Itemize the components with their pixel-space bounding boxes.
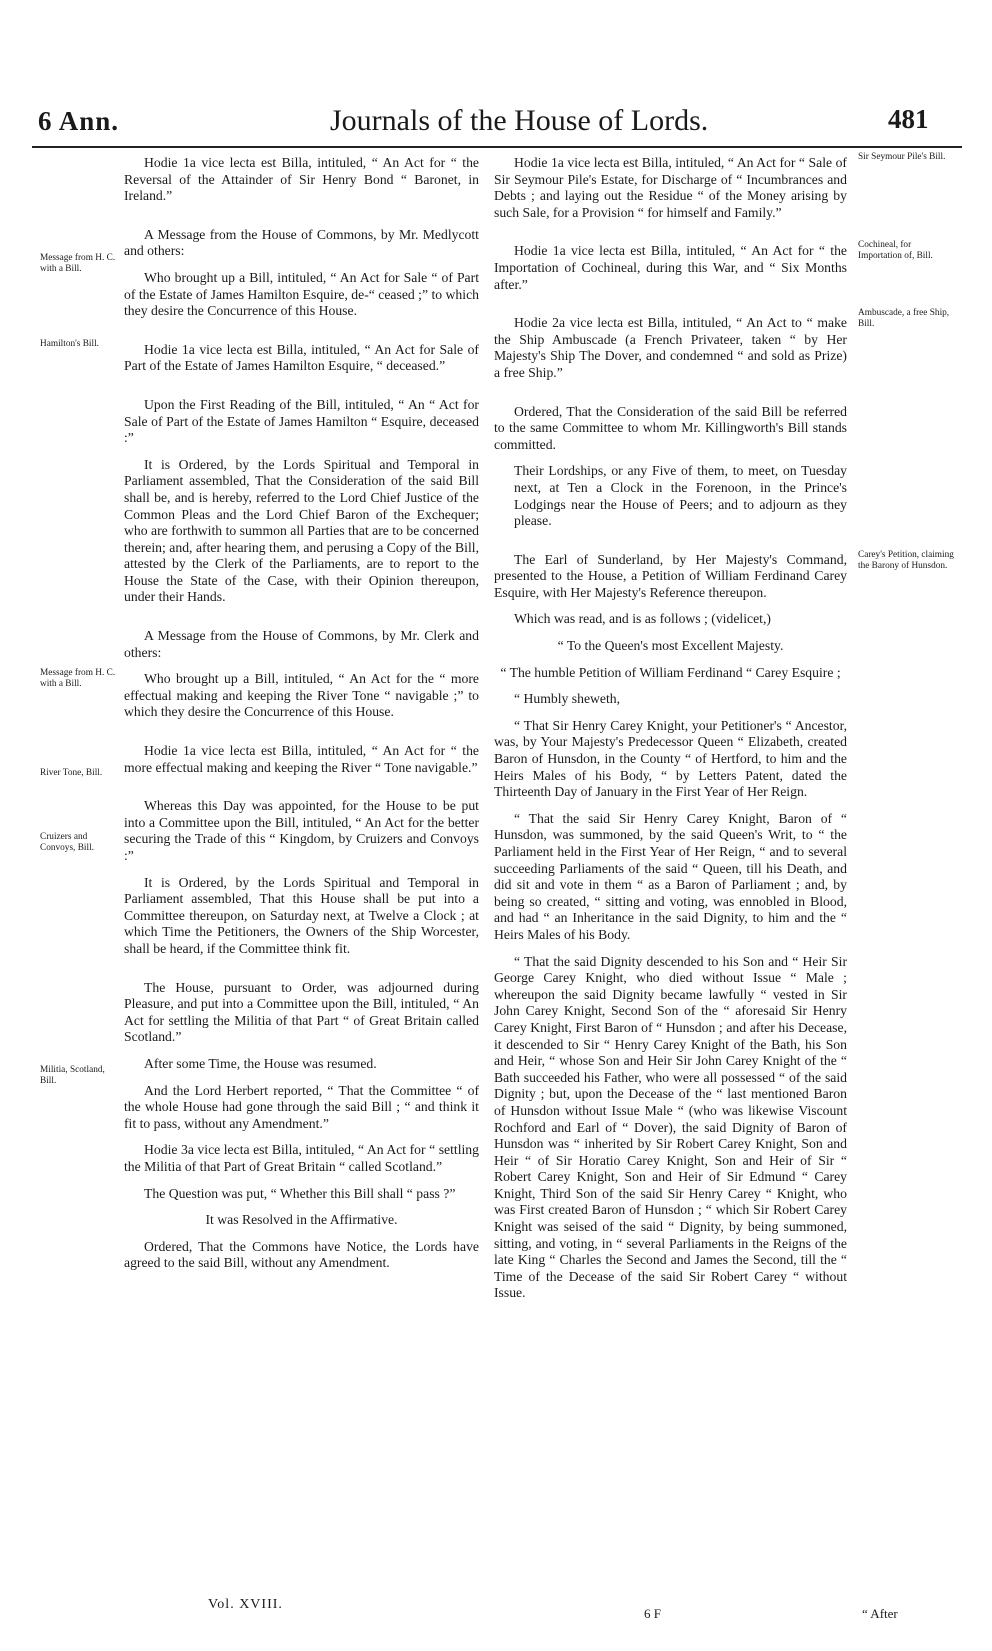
entry-paragraph: It is Ordered, by the Lords Spiritual and Temporal in Parliament assembled, That the Consideration of the said Bill shall be, and is hereby, referred to the Lord Chief Justice of the Common Pleas and the Lord Chief Baron of the Exchequer; who are forthwith to summon all Parties that are to be concerned therein; and, after hearing them, and perusing a Copy of the Bill, attested by the Clerk of the Parliaments, are to report to the House the State of the Case, with their Opinion thereupon, under their Hands. <box>124 456 479 605</box>
entry-paragraph: A Message from the House of Commons, by Mr. Medlycott and others: <box>124 226 479 259</box>
entry-paragraph: “ Humbly sheweth, <box>514 691 621 707</box>
petition-title: “ The humble Petition of William Ferdinand “ Carey Esquire ; <box>500 664 841 680</box>
entry-paragraph: Ordered, That the Commons have Notice, the Lords have agreed to the said Bill, without any Amendment. <box>124 1238 479 1271</box>
petition-paragraph: “ That Sir Henry Carey Knight, your Petitioner's “ Ancestor, was, by Your Majesty's Predecessor Queen “ Elizabeth, created Baron of Hunsdon, in the County “ of Hertford, to him and the Heirs Males of his Body, “ by Letters Patent, dated the Thirteenth Day of January in the First Year of Her Reign. <box>494 717 847 800</box>
page-header-session: 6 Ann. <box>38 106 120 136</box>
entry-paragraph: Hodie 1a vice lecta est Billa, intituled, “ An Act for “ Sale of Sir Seymour Pile's Estate, for Discharge of “ Incumbrances and Debts ; and laying out the Residue “ of the Money arising by such Sale, for a Provision “ for himself and Family.” <box>494 155 847 220</box>
left-text-column <box>124 155 479 1282</box>
margin-note: Message from H. C. with a Bill. <box>40 668 116 689</box>
margin-note: Carey's Petition, claiming the Barony of Hunsdon. <box>858 550 954 571</box>
signature-mark: 6 F <box>644 1606 661 1621</box>
entry-paragraph: Hodie 1a vice lecta est Billa, intituled, “ An Act for “ the more effectual making and keeping the River “ Tone navigable.” <box>124 743 479 775</box>
entry-paragraph: Who brought up a Bill, intituled, “ An Act for the “ more effectual making and keeping the River Tone “ navigable ;” to which they desire the Concurrence of this House. <box>124 671 479 720</box>
entry-paragraph: Their Lordships, or any Five of them, to meet, on Tuesday next, at Ten a Clock in the Forenoon, in the Prince's Lodgings near the House of Peers; and to adjourn as they please. <box>514 463 847 529</box>
entry-paragraph: Ordered, That the Consideration of the said Bill be referred to the same Committee to whom Mr. Killingworth's Bill stands committed. <box>494 403 847 452</box>
margin-note: River Tone, Bill. <box>40 768 103 778</box>
margin-note: Cochineal, for Importation of, Bill. <box>858 240 933 261</box>
entry-paragraph: Who brought up a Bill, intituled, “ An Act for Sale “ of Part of the Estate of James Hamilton Esquire, de-“ ceased ;” to which they desire the Concurrence of this House. <box>124 269 479 319</box>
entry-paragraph: A Message from the House of Commons, by Mr. Clerk and others: <box>124 628 479 660</box>
entry-paragraph: After some Time, the House was resumed. <box>144 1055 377 1071</box>
entry-paragraph: And the Lord Herbert reported, “ That the Committee “ of the whole House had gone through the said Bill ; “ and think it fit to pass, without any Amendment.” <box>124 1082 479 1131</box>
entry-paragraph: The Earl of Sunderland, by Her Majesty's Command, presented to the House, a Petition of William Ferdinand Carey Esquire, with Her Majesty's Reference thereupon. <box>494 551 847 600</box>
entry-paragraph: The House, pursuant to Order, was adjourned during Pleasure, and put into a Committee upon the Bill, intituled, “ An Act for settling the Militia of that Part “ of Great Britain called Scotland.” <box>124 979 479 1045</box>
entry-paragraph: Which was read, and is as follows ; (videlicet,) <box>514 611 771 627</box>
entry-paragraph: Upon the First Reading of the Bill, intituled, “ An “ Act for Sale of Part of the Estate of James Hamilton “ Esquire, deceased :” <box>124 396 479 446</box>
entry-paragraph: The Question was put, “ Whether this Bill shall “ pass ?” <box>144 1185 456 1201</box>
petition-paragraph: “ That the said Sir Henry Carey Knight, Baron of “ Hunsdon, was summoned, by the said Queen's Writ, to “ the Parliament held in the First Year of Her Reign, “ and to several succeeding Parliaments of the said “ Queen, till his Death, and did sit and vote in them “ as a Baron of Parliament ; and, by being so created, “ sitting and voting, was ennobled in Blood, and had “ an Inheritance in the said Dignity, to him and the “ Heirs Males of his Body. <box>494 810 847 942</box>
entry-paragraph: Hodie 1a vice lecta est Billa, intituled, “ An Act for “ the Reversal of the Attainder of Sir Henry Bond “ Baronet, in Ireland.” <box>124 155 479 204</box>
entry-paragraph: Hodie 3a vice lecta est Billa, intituled, “ An Act for “ settling the Militia of that Part of Great Britain “ called Scotland.” <box>124 1142 479 1174</box>
petition-address: “ To the Queen's most Excellent Majesty. <box>557 638 784 654</box>
entry-paragraph: Hodie 2a vice lecta est Billa, intituled, “ An Act to “ make the Ship Ambuscade (a French Privateer, taken “ by Her Majesty's Ship The Dover, and condemned “ and sold as Prize) a free Ship.” <box>494 315 847 380</box>
entry-paragraph: Hodie 1a vice lecta est Billa, intituled, “ An Act for Sale of Part of the Estate of James Hamilton Esquire, “ deceased.” <box>124 341 479 374</box>
header-rule <box>32 146 962 148</box>
petition-paragraph: “ That the said Dignity descended to his Son and “ Heir Sir George Carey Knight, who died without Issue “ Male ; whereupon the said Dignity became lawfully “ vested in Sir John Carey Knight, Second Son of the “ aforesaid Sir Henry Carey Knight, First Baron of “ Hunsdon ; and after his Decease, it descended to Sir “ Henry Carey Knight of the Bath, his Son and Heir, “ whose Son and Heir Sir John Carey Knight of the “ Bath succeeded his Father, who were all possessed “ of the said Dignity ; but, upon the Decease of the “ last mentioned Baron of Hunsdon without Issue Male “ (who was likewise Viscount Rochford and Earl of “ Dover), the said Dignity of Baron of Hunsdon was “ inherited by Sir Robert Carey Knight, Son and Heir “ of Sir Horatio Carey Knight, Son and Heir of Sir “ Robert Carey Knight, Son and Heir of Sir Edmund “ Carey Knight, Third Son of the said Sir Henry Carey “ Knight, who was First created Baron of Hunsdon ; “ which Sir Robert Carey Knight was seised of the said “ Dignity, by being summoned, sitting, and voting, in “ several Parliaments in the Reigns of the late King “ Charles the Second and James the Second, till the “ Time of the Decease of the said Sir Robert Carey “ without Issue. <box>494 953 847 1301</box>
entry-paragraph: Hodie 1a vice lecta est Billa, intituled, “ An Act for “ the Importation of Cochineal, during this War, and “ Six Months after.” <box>494 243 847 292</box>
margin-note: Sir Seymour Pile's Bill. <box>858 152 946 162</box>
entry-paragraph: It was Resolved in the Affirmative. <box>205 1212 398 1228</box>
margin-note: Message from H. C. with a Bill. <box>40 253 116 274</box>
margin-note: Ambuscade, a free Ship, Bill. <box>858 308 950 329</box>
margin-note: Militia, Scotland, Bill. <box>40 1065 105 1086</box>
volume-label: Vol. XVIII. <box>208 1597 283 1612</box>
page-header-title: Journals of the House of Lords. <box>330 104 709 137</box>
catchword: “ After <box>862 1606 898 1621</box>
entry-paragraph: It is Ordered, by the Lords Spiritual and Temporal in Parliament assembled, That this House shall be put into a Committee thereupon, on Saturday next, at Twelve a Clock ; at which Time the Petitioners, the Owners of the Ship Worcester, shall be heard, if the Committee think fit. <box>124 874 479 956</box>
right-text-column <box>494 155 847 1312</box>
margin-note: Hamilton's Bill. <box>40 339 100 349</box>
page-number: 481 <box>888 104 929 134</box>
margin-note: Cruizers and Convoys, Bill. <box>40 832 94 853</box>
entry-paragraph: Whereas this Day was appointed, for the House to be put into a Committee upon the Bill, intituled, “ An Act for the better securing the Trade of this “ Kingdom, by Cruizers and Convoys :” <box>124 798 479 863</box>
